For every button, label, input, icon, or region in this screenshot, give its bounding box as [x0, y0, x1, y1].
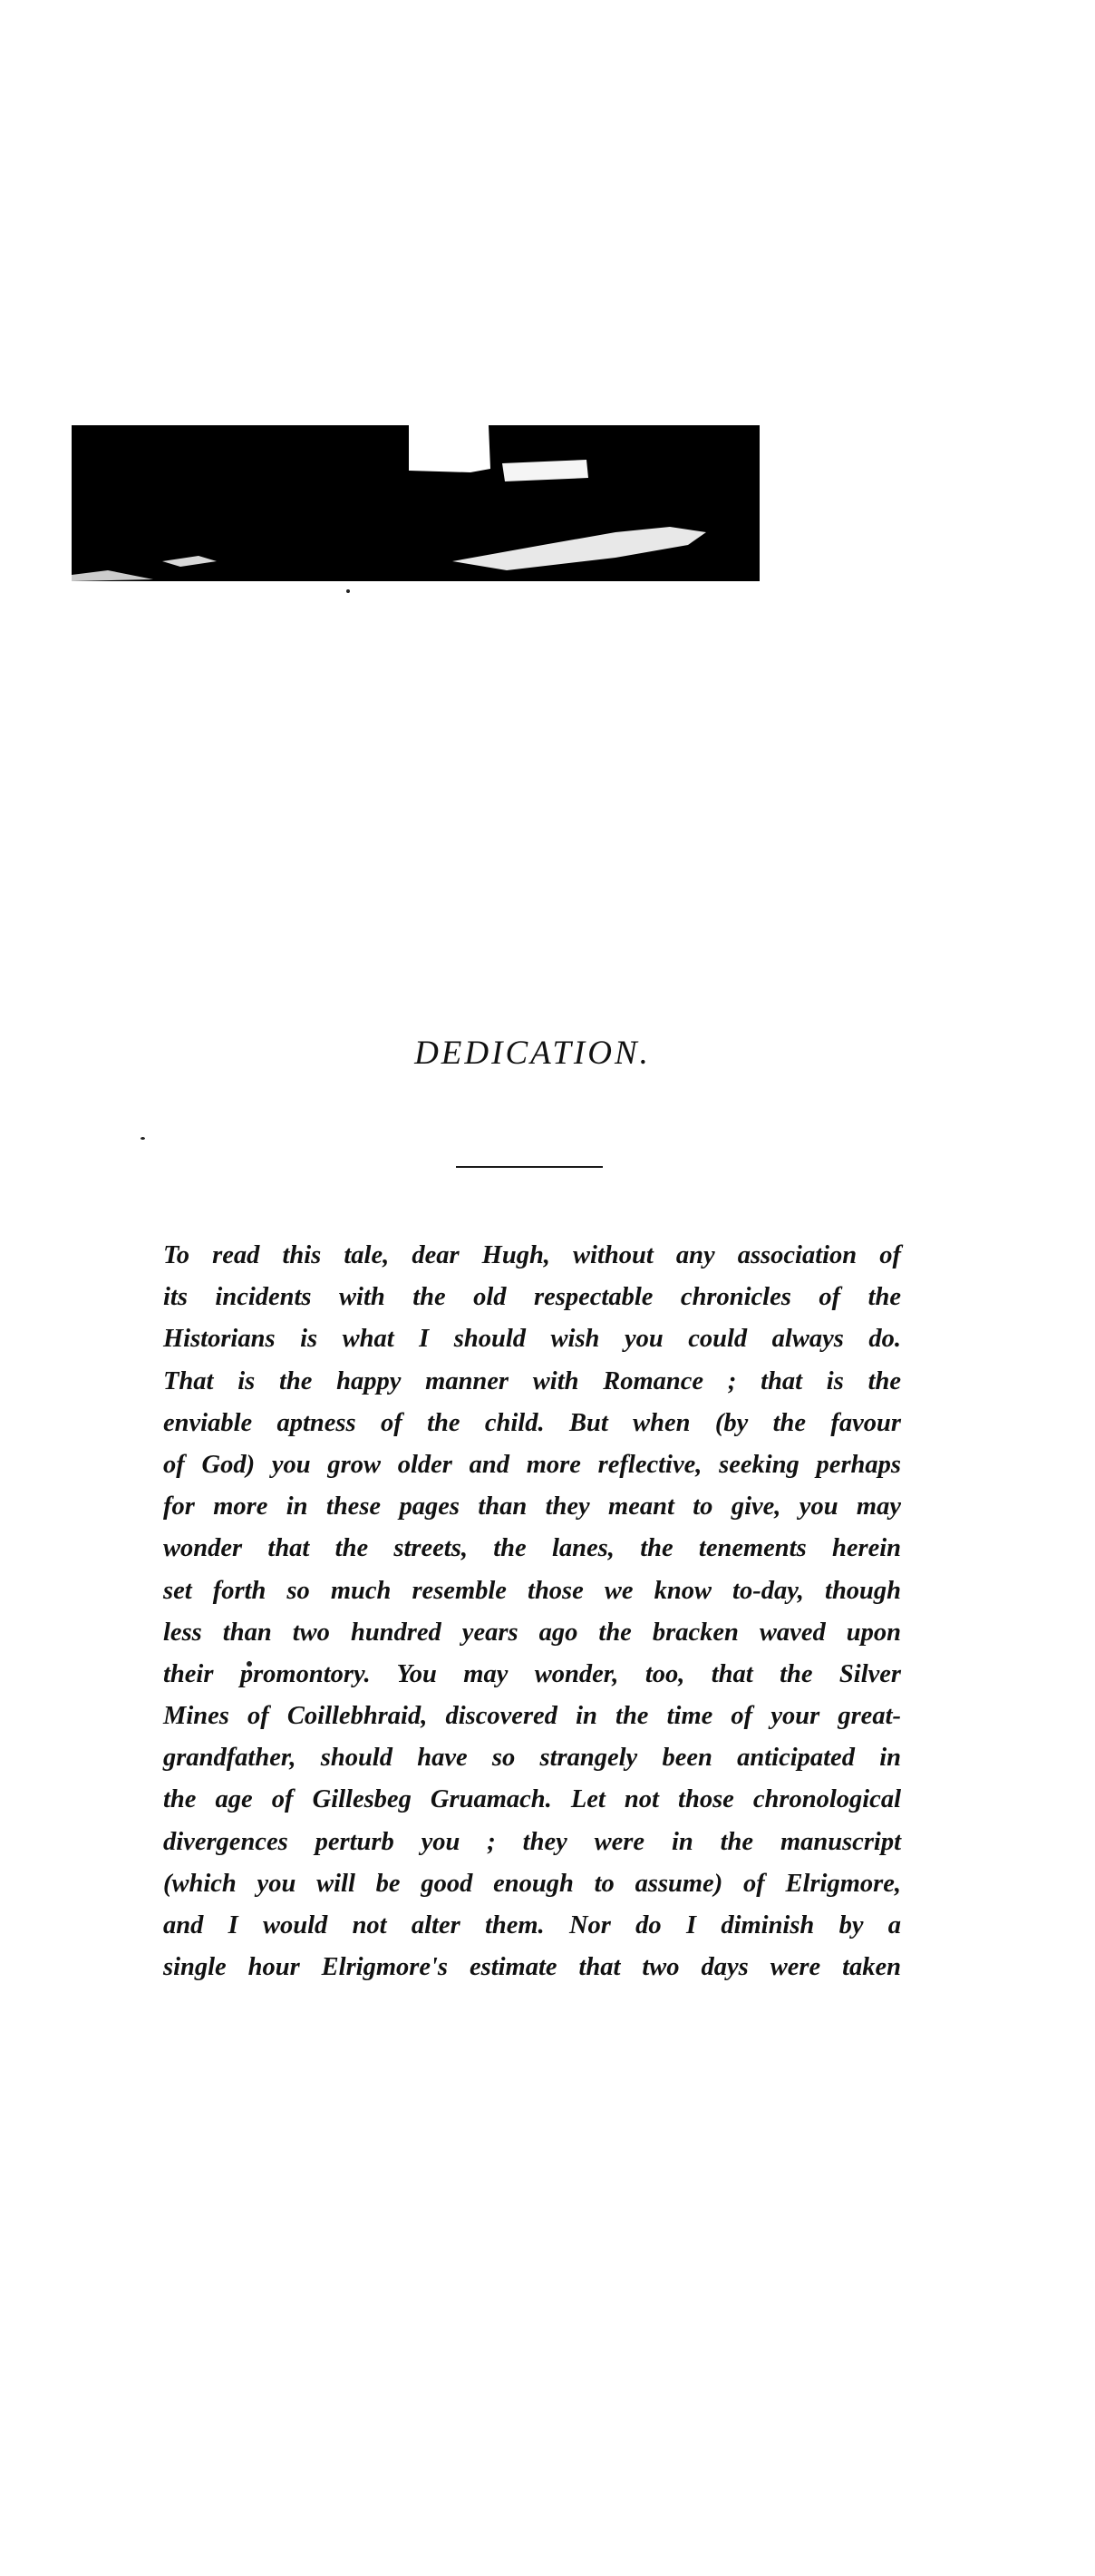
text-line: of God) you grow older and more reflective, seeking perhaps: [163, 1450, 901, 1479]
scan-blotch-image: [72, 425, 760, 581]
text-line: and I would not alter them. Nor do I diminish by a: [163, 1911, 901, 1939]
text-line: Historians is what I should wish you could always do.: [163, 1325, 901, 1354]
scan-speck: [141, 1137, 145, 1140]
text-line: grandfather, should have so strangely been anticipated in: [163, 1744, 901, 1773]
text-line: That is the happy manner with Romance ; that is the: [163, 1366, 901, 1395]
text-line: Mines of Coillebhraid, discovered in the time of your great-: [163, 1702, 901, 1731]
page-title: DEDICATION.: [414, 1035, 651, 1072]
text-line: enviable aptness of the child. But when (by the favour: [163, 1408, 901, 1437]
text-line: To read this tale, dear Hugh, without any association of: [163, 1241, 901, 1269]
text-line: the age of Gillesbeg Gruamach. Let not those chronological: [163, 1785, 901, 1814]
text-line: its incidents with the old respectable chronicles of the: [163, 1283, 901, 1312]
dedication-text: [163, 1235, 901, 1988]
text-line: single hour Elrigmore's estimate that two days were taken: [163, 1953, 901, 1982]
text-line: their promontory. You may wonder, too, that the Silver: [163, 1659, 901, 1688]
text-line: less than two hundred years ago the bracken waved upon: [163, 1618, 901, 1647]
text-line: wonder that the streets, the lanes, the tenements herein: [163, 1534, 901, 1563]
scan-speck: [346, 589, 350, 593]
text-line: for more in these pages than they meant to give, you may: [163, 1492, 901, 1521]
text-line: (which you will be good enough to assume) of Elrigmore,: [163, 1869, 901, 1898]
title-divider: [456, 1166, 603, 1168]
text-line: set forth so much resemble those we know to-day, though: [163, 1576, 901, 1605]
text-line: divergences perturb you ; they were in the manuscript: [163, 1827, 901, 1856]
